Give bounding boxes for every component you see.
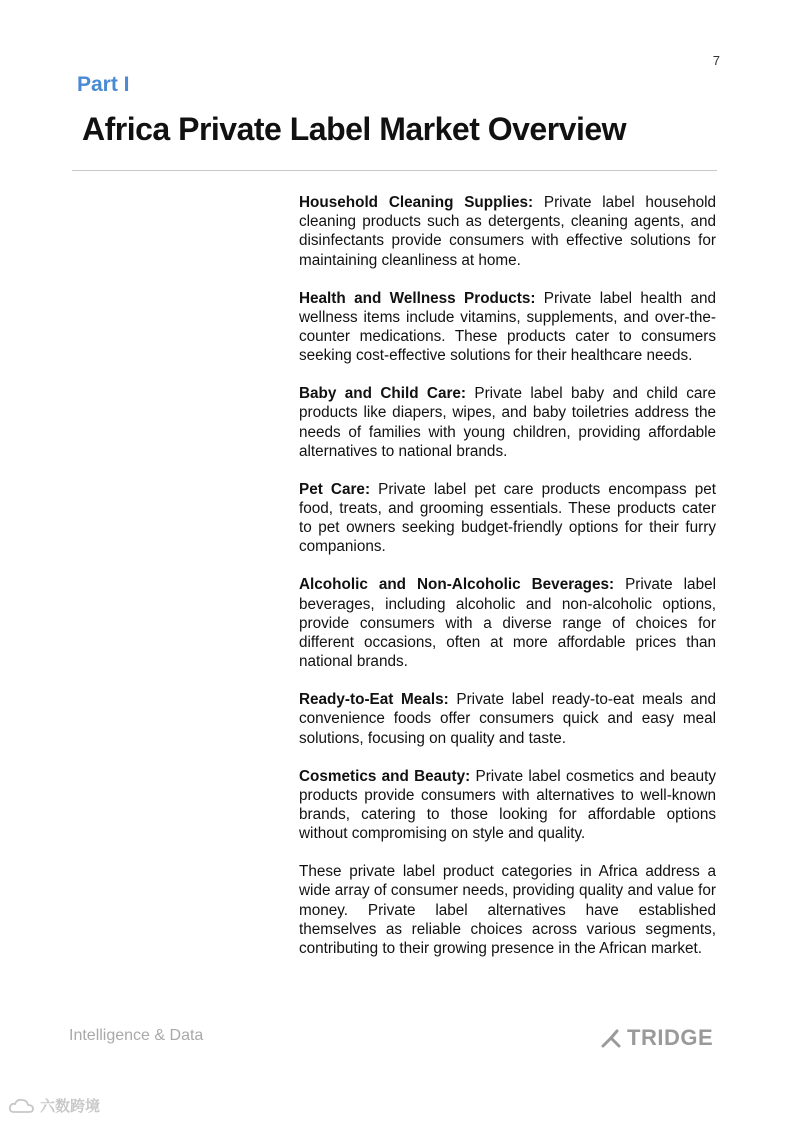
cloud-logo-icon <box>8 1097 36 1115</box>
tridge-logo-icon <box>601 1028 621 1048</box>
section-text: Private label beverages, including alcoholic and non-alcoholic options, provide consumers with a diverse range of choices for different occasions, often at more affordable prices than national brands. <box>299 576 716 671</box>
body-content <box>299 193 716 977</box>
section-text: Private label health and wellness items include vitamins, supplements, and over-the-counter medications. These products cater to consumers seeking cost-effective solutions for their healthcare needs. <box>299 289 716 365</box>
section-text: Private label household cleaning products such as detergents, cleaning agents, and disinfectants provide consumers with effective solutions for maintaining cleanliness at home. <box>299 194 717 269</box>
page-title: Africa Private Label Market Overview <box>82 111 627 147</box>
page-number: 7 <box>712 53 720 68</box>
section-pet-care <box>299 480 716 557</box>
section-heading: Cosmetics and Beauty: <box>299 767 471 785</box>
section-household-cleaning <box>299 193 716 270</box>
section-baby-child-care <box>299 384 716 461</box>
section-text: Private label pet care products encompass pet food, treats, and grooming essentials. These products cater to pet owners seeking budget-friendly options for their furry companions. <box>299 480 716 556</box>
watermark <box>8 1095 100 1116</box>
footer-tagline: Intelligence & Data <box>69 1027 204 1044</box>
title-divider <box>72 170 717 171</box>
section-text: Private label cosmetics and beauty products provide consumers with alternatives to well-known brands, catering to those looking for affordable options without compromising on style and quality. <box>299 767 716 843</box>
section-heading: Health and Wellness Products: <box>299 289 536 307</box>
section-heading: Baby and Child Care: <box>299 385 467 403</box>
section-cosmetics-beauty <box>299 767 716 844</box>
section-heading: Pet Care: <box>299 480 371 498</box>
part-label: Part I <box>77 73 130 96</box>
section-text: Private label ready-to-eat meals and convenience foods offer consumers quick and easy meal solutions, focusing on quality and taste. <box>299 691 716 747</box>
section-heading: Alcoholic and Non-Alcoholic Beverages: <box>299 576 615 594</box>
section-heading: Household Cleaning Supplies: <box>299 194 534 211</box>
closing-paragraph: These private label product categories in Africa address a wide array of consumer needs, providing quality and value for money. Private label alternatives have established themselves as reliable choices across various segments, contributing to their growing presence in the African market. <box>299 863 716 958</box>
section-heading: Ready-to-Eat Meals: <box>299 691 449 709</box>
section-beverages <box>299 575 716 671</box>
watermark-text: 六数跨境 <box>40 1098 101 1115</box>
section-text: Private label baby and child care products like diapers, wipes, and baby toiletries address the needs of families with young children, providing affordable alternatives to national brands. <box>299 385 716 460</box>
brand-name: TRIDGE <box>627 1025 714 1050</box>
tridge-brand <box>601 1025 713 1051</box>
section-ready-to-eat <box>299 690 716 748</box>
section-health-wellness <box>299 289 716 366</box>
